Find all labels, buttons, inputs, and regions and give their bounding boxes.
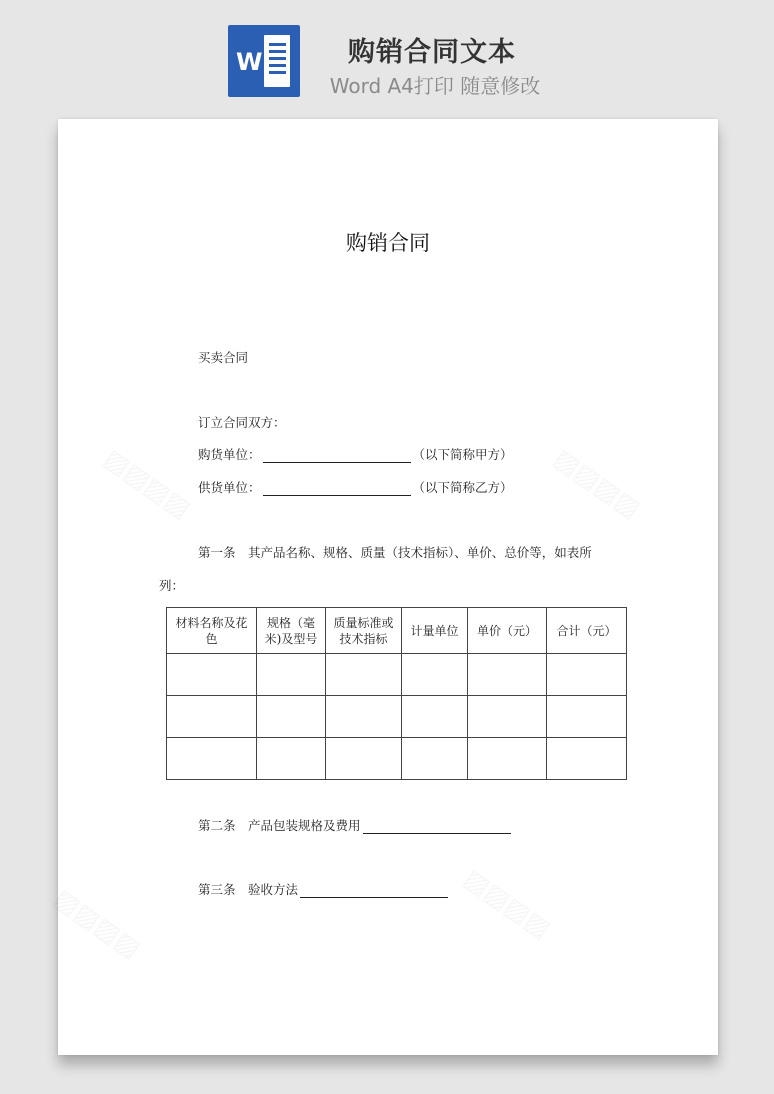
table-cell[interactable] xyxy=(257,654,326,696)
table-cell[interactable] xyxy=(468,696,547,738)
document-page xyxy=(58,119,718,1055)
article-2-input-blank[interactable] xyxy=(363,821,511,834)
article-3-line xyxy=(198,880,450,898)
table-row xyxy=(167,696,627,738)
buyer-suffix: （以下简称甲方） xyxy=(412,447,513,462)
seller-label: 供货单位： xyxy=(198,480,261,495)
buyer-line xyxy=(198,445,513,463)
table-cell[interactable] xyxy=(402,654,468,696)
article-1: 第一条 其产品名称、规格、质量（技术指标）、单价、总价等，如表所 xyxy=(198,545,592,560)
table-header-cell: 规格（毫米)及型号 xyxy=(257,608,326,654)
article-3-input-blank[interactable] xyxy=(300,885,448,898)
table-cell[interactable] xyxy=(257,738,326,780)
watermark-decoration xyxy=(48,884,146,965)
table-cell[interactable] xyxy=(326,738,402,780)
buyer-label: 购货单位： xyxy=(198,447,261,462)
watermark-decoration xyxy=(98,444,196,525)
article-2-line xyxy=(198,816,513,834)
watermark-decoration xyxy=(548,444,646,525)
banner xyxy=(0,0,774,110)
table-header-row xyxy=(167,608,627,654)
seller-line xyxy=(198,478,513,496)
table-row xyxy=(167,738,627,780)
seller-suffix: （以下简称乙方） xyxy=(412,480,513,495)
buyer-input-blank[interactable] xyxy=(263,450,411,463)
table-cell[interactable] xyxy=(326,654,402,696)
table-cell[interactable] xyxy=(402,738,468,780)
word-icon-letter: W xyxy=(236,48,263,76)
table-cell[interactable] xyxy=(326,696,402,738)
table-cell[interactable] xyxy=(167,654,257,696)
table-header-cell: 单价（元） xyxy=(468,608,547,654)
article-3: 第三条 验收方法 xyxy=(198,882,299,897)
table-header-cell: 计量单位 xyxy=(402,608,468,654)
goods-table xyxy=(166,607,627,780)
table-header-cell: 质量标准或技术指标 xyxy=(326,608,402,654)
document-title: 购销合同 xyxy=(346,231,430,255)
article-2: 第二条 产品包装规格及费用 xyxy=(198,818,361,833)
table-header-cell: 材料名称及花色 xyxy=(167,608,257,654)
table-row xyxy=(167,654,627,696)
table-cell[interactable] xyxy=(547,738,627,780)
table-cell[interactable] xyxy=(167,738,257,780)
banner-title: 购销合同文本 xyxy=(348,37,516,68)
subheading: 买卖合同 xyxy=(198,350,249,365)
table-cell[interactable] xyxy=(547,696,627,738)
table-cell[interactable] xyxy=(257,696,326,738)
article-1-continuation: 列： xyxy=(159,578,185,593)
table-cell[interactable] xyxy=(547,654,627,696)
table-cell[interactable] xyxy=(402,696,468,738)
banner-subtitle: Word A4打印 随意修改 xyxy=(329,74,541,98)
table-cell[interactable] xyxy=(468,654,547,696)
table-header-cell: 合计（元） xyxy=(547,608,627,654)
table-cell[interactable] xyxy=(468,738,547,780)
word-icon-page xyxy=(264,35,290,87)
table-cell[interactable] xyxy=(167,696,257,738)
parties-intro: 订立合同双方： xyxy=(198,415,286,430)
word-document-icon xyxy=(228,25,300,97)
watermark-decoration xyxy=(458,864,556,945)
seller-input-blank[interactable] xyxy=(263,483,411,496)
